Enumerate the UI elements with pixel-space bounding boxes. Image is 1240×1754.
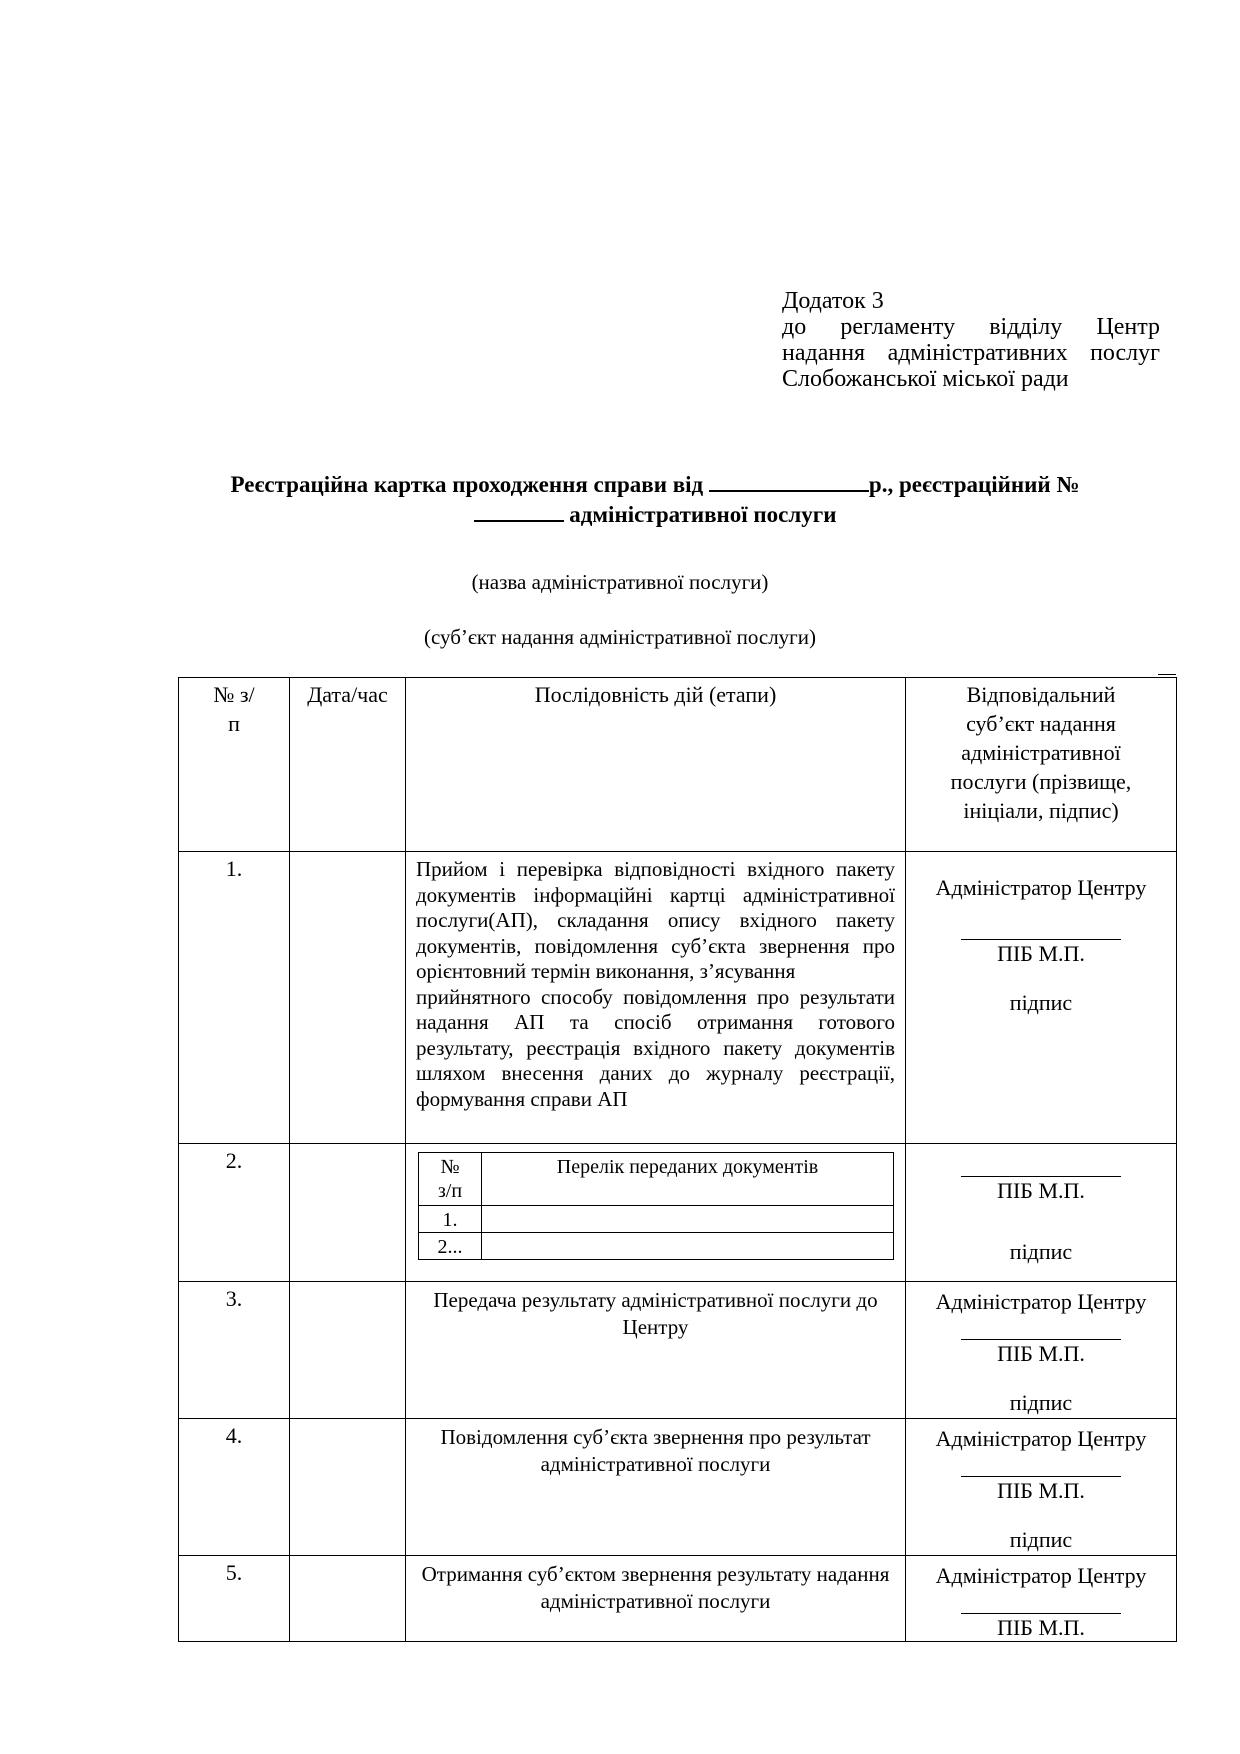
date-blank-line	[709, 472, 869, 492]
table-header-row	[179, 678, 1177, 852]
table-row	[179, 1556, 1177, 1642]
title-part-3: адміністративної послуги	[569, 502, 837, 527]
responsible-signature-label: підпис	[1009, 1390, 1073, 1415]
row-step-text-b: прийнятного способу повідомлення про результати надання АП та спосіб отримання готового результату, реєстрація вхідного пакету документів шляхом внесення даних до журналу реєстрації, формування справи АП	[416, 984, 895, 1111]
responsible-initials: ПІБ М.П.	[997, 1615, 1085, 1640]
responsible-initials: ПІБ М.П.	[997, 1178, 1085, 1203]
appendix-line-4: Слобожанської міської ради	[782, 366, 1069, 392]
row-responsible	[906, 1419, 1177, 1556]
row-step	[406, 852, 906, 1144]
table-row	[179, 1144, 1177, 1282]
row-responsible	[906, 852, 1177, 1144]
inner-row-num: 2...	[419, 1233, 482, 1260]
inner-row	[419, 1233, 894, 1260]
inner-row-value	[482, 1206, 894, 1233]
table-row	[179, 1282, 1177, 1419]
table-row	[179, 852, 1177, 1144]
row-number: 5.	[179, 1556, 290, 1642]
signature-line	[961, 1150, 1121, 1177]
signature-line	[961, 901, 1121, 940]
inner-header-row	[419, 1153, 894, 1206]
signature-line	[961, 1452, 1121, 1477]
inner-header-num: № з/п	[419, 1153, 482, 1206]
appendix-line-1: Додаток 3	[782, 288, 884, 314]
inner-row-value	[482, 1233, 894, 1260]
header-responsible: Відповідальний суб’єкт надання адміністративної послуги (прізвище, ініціали, підпис)	[906, 678, 1177, 852]
appendix-line-3: надання адміністративних послуг	[782, 340, 1160, 366]
row-step: Передача результату адміністративної послуги до Центру	[406, 1282, 906, 1419]
responsible-role: Адміністратор Центру	[935, 1426, 1147, 1451]
responsible-signature-label: підпис	[1009, 990, 1073, 1015]
table-row	[179, 1419, 1177, 1556]
registration-table	[178, 677, 1177, 1642]
number-blank-line	[474, 502, 564, 522]
responsible-role: Адміністратор Центру	[935, 875, 1147, 900]
row-datetime-cell	[290, 1419, 406, 1556]
responsible-signature-label: підпис	[1009, 1527, 1073, 1552]
document-title	[180, 470, 1130, 530]
title-part-1: Реєстраційна картка проходження справи від	[230, 472, 704, 497]
appendix-line-2: до регламенту відділу Центр	[782, 314, 1160, 340]
responsible-role: Адміністратор Центру	[935, 1289, 1147, 1314]
row-responsible	[906, 1282, 1177, 1419]
corner-rule	[1158, 674, 1176, 675]
transferred-documents-table	[418, 1152, 894, 1260]
responsible-initials: ПІБ М.П.	[997, 1478, 1085, 1503]
header-steps: Послідовність дій (етапи)	[406, 678, 906, 852]
inner-header-list: Перелік переданих документів	[482, 1153, 894, 1206]
row-number: 4.	[179, 1419, 290, 1556]
service-name-caption: (назва адміністративної послуги)	[471, 570, 769, 594]
appendix-block	[782, 288, 1160, 392]
responsible-initials: ПІБ М.П.	[997, 941, 1085, 966]
row-datetime-cell	[290, 1556, 406, 1642]
row-responsible	[906, 1144, 1177, 1282]
row-number: 3.	[179, 1282, 290, 1419]
row-number: 1.	[179, 852, 290, 1144]
row-step-text-a: Прийом і перевірка відповідності вхідного пакету документів інформаційні картці адміністративної послуги(АП), складання опису вхідного пакету документів, повідомлення суб’єкта звернення про орієнтовний термін виконання, з’ясування	[416, 857, 895, 983]
header-datetime: Дата/час	[290, 678, 406, 852]
header-num: № з/п	[179, 678, 290, 852]
responsible-initials: ПІБ М.П.	[997, 1341, 1085, 1366]
row-datetime-cell	[290, 1282, 406, 1419]
responsible-signature-label: підпис	[1009, 1239, 1073, 1264]
signature-line	[961, 1589, 1121, 1614]
inner-row-num: 1.	[419, 1206, 482, 1233]
row-step: Повідомлення суб’єкта звернення про результат адміністративної послуги	[406, 1419, 906, 1556]
row-number: 2.	[179, 1144, 290, 1282]
service-subject-caption: (суб’єкт надання адміністративної послуги)	[423, 625, 817, 649]
row-responsible	[906, 1556, 1177, 1642]
signature-line	[961, 1315, 1121, 1340]
row-step: Отримання суб’єктом звернення результату надання адміністративної послуги	[406, 1556, 906, 1642]
row-step	[406, 1144, 906, 1282]
title-part-2: р., реєстраційний №	[868, 472, 1080, 497]
responsible-role: Адміністратор Центру	[935, 1563, 1147, 1588]
row-datetime-cell	[290, 1144, 406, 1282]
row-datetime-cell	[290, 852, 406, 1144]
inner-row	[419, 1206, 894, 1233]
